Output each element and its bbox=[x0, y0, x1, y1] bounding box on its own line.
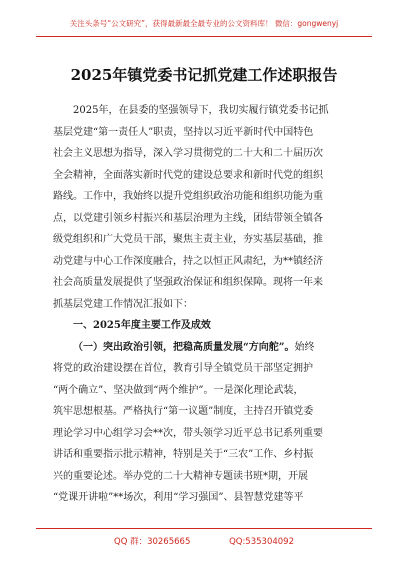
footer-qq-group: QQ 群：30265665 bbox=[114, 537, 191, 547]
footer-divider bbox=[36, 528, 372, 529]
body-line: “党课开讲啦”**场次，利用“学习强国”、县智慧党建等平 bbox=[53, 492, 304, 503]
body-line: 抓基层党建工作情况汇报如下： bbox=[53, 298, 193, 310]
body-line: 2025年，在县委的坚强领导下，我切实履行镇党委书记抓 bbox=[73, 105, 329, 116]
footer-contact bbox=[0, 535, 408, 547]
body-line: “两个确立”、坚决做到“两个维护”。一是深化理论武装， bbox=[53, 384, 304, 396]
subsection-first-line-rest: 始终 bbox=[294, 341, 315, 353]
body-line: 基层党建“第一责任人”职责，坚持以习近平新时代中国特色 bbox=[53, 126, 314, 138]
body-line: 社会高质量发展提供了坚强政治保证和组织保障。现将一年来 bbox=[53, 277, 323, 288]
body-line: 级党组织和广大党员干部，聚焦主责主业，夯实基层基础，推 bbox=[53, 234, 323, 245]
body-line: 讲话和重要指示批示精神，特别是关于“三农”工作、乡村振 bbox=[53, 449, 314, 460]
document-title: 2025年镇党委书记抓党建工作述职报告 bbox=[70, 66, 338, 84]
body-line: 全会精神，全面落实新时代党的建设总要求和新时代党的组织 bbox=[53, 169, 323, 181]
subsection-first-line bbox=[53, 337, 355, 359]
footer-qq: QQ:535304092 bbox=[229, 537, 294, 547]
body-line: 动党建与中心工作深度融合，持之以恒正风肃纪，为**镇经济 bbox=[53, 255, 323, 267]
document-body bbox=[53, 100, 355, 509]
body-line: 路线。工作中，我始终以提升党组织政治功能和组织功能为重 bbox=[53, 191, 323, 202]
body-line: 理论学习中心组学习会**次，带头领学习近平总书记系列重要 bbox=[53, 427, 323, 439]
header-divider bbox=[36, 36, 372, 37]
subsection-heading: （一）突出政治引领，把稳高质量发展“方向舵”。 bbox=[73, 341, 295, 353]
body-line: 将党的政治建设摆在首位，教育引导全镇党员干部坚定拥护 bbox=[53, 363, 313, 374]
body-line: 筑牢思想根基。严格执行“第一议题”制度，主持召开镇党委 bbox=[53, 406, 314, 417]
body-line: 社会主义思想为指导，深入学习贯彻党的二十大和二十届历次 bbox=[53, 148, 323, 159]
body-line: 兴的重要论述。举办党的二十大精神专题读书班*期，开展 bbox=[53, 470, 308, 482]
header-promo-note: 关注头条号“公文研究”，获得最新最全最专业的公文资料库！ 微信：gongwenyj bbox=[69, 19, 339, 28]
section-heading: 一、2025年度主要工作及成效 bbox=[73, 320, 211, 331]
body-line: 点，以党建引领乡村振兴和基层治理为主线，团结带领全镇各 bbox=[53, 212, 323, 224]
